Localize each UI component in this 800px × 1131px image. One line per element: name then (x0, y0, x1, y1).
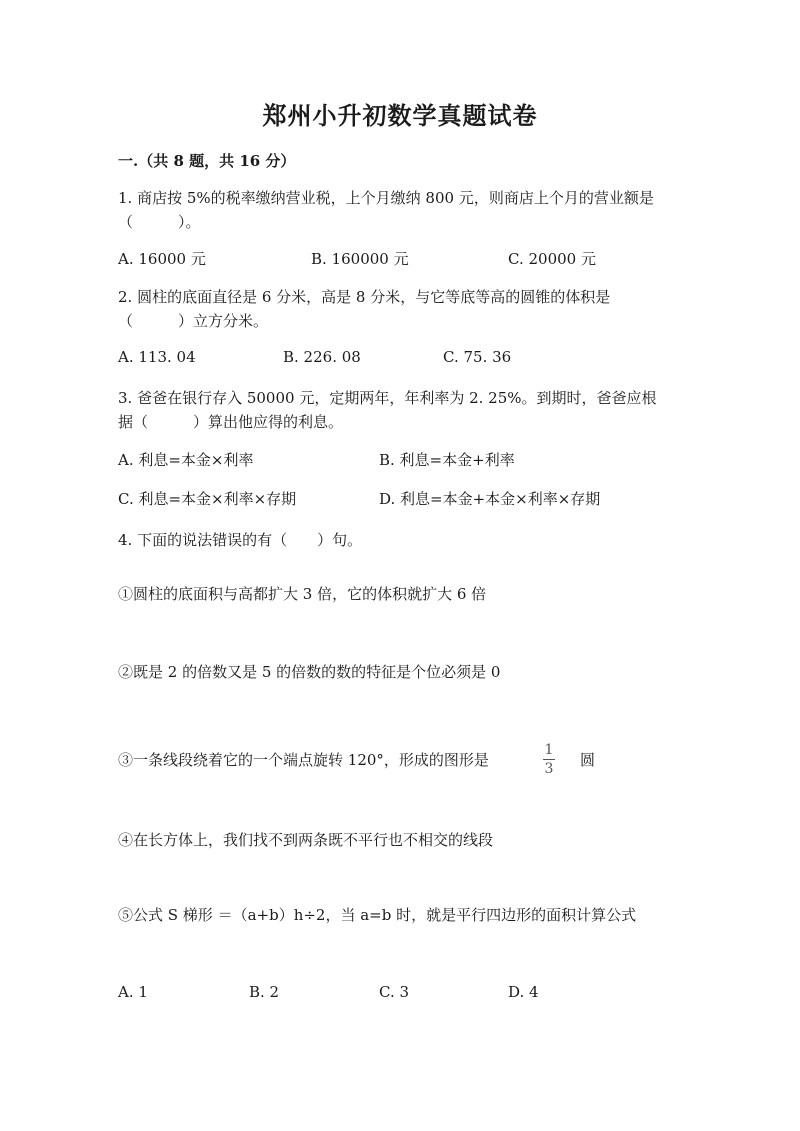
question-3-line-1: 3. 爸爸在银行存入 50000 元，定期两年，年利率为 2. 25%。到期时，爸爸应根 (118, 389, 657, 407)
question-1-line-2: （ ）。 (118, 213, 201, 231)
page-title: 郑州小升初数学真题试卷 (262, 101, 538, 130)
question-4-statement-1: ①圆柱的底面积与高都扩大 3 倍，它的体积就扩大 6 倍 (118, 585, 487, 603)
section-heading: 一.（共 8 题，共 16 分） (118, 152, 296, 170)
question-4-statement-3-suffix: 圆 (580, 751, 596, 769)
question-4-statement-3-text: ③一条线段绕着它的一个端点旋转 120°，形成的图形是 (118, 751, 489, 769)
question-4-statement-5: ⑤公式 S 梯形 ＝（a+b）h÷2，当 a=b 时，就是平行四边形的面积计算公式 (118, 906, 637, 924)
question-3-line-2: 据（ ）算出他应得的利息。 (118, 413, 344, 431)
question-1-option-b: B. 160000 元 (311, 250, 409, 268)
question-3-option-b: B. 利息=本金+利率 (379, 451, 515, 469)
question-2-option-a: A. 113. 04 (118, 348, 196, 366)
question-4-stem: 4. 下面的说法错误的有（ ）句。 (118, 531, 363, 549)
question-4-statement-2: ②既是 2 的倍数又是 5 的倍数的数的特征是个位必须是 0 (118, 663, 501, 681)
fraction-denominator: 3 (544, 761, 554, 777)
question-3-option-a: A. 利息=本金×利率 (118, 451, 254, 469)
fraction-bar (543, 759, 555, 760)
question-2-option-c: C. 75. 36 (443, 348, 512, 366)
question-2-line-2: （ ）立方分米。 (118, 312, 269, 330)
question-1-line-1: 1. 商店按 5%的税率缴纳营业税，上个月缴纳 800 元，则商店上个月的营业额是 (118, 189, 654, 207)
question-1-option-c: C. 20000 元 (508, 250, 596, 268)
fraction-one-third (543, 742, 555, 777)
question-2-option-b: B. 226. 08 (283, 348, 361, 366)
question-4-option-a: A. 1 (118, 983, 148, 1001)
fraction-numerator: 1 (544, 742, 554, 758)
question-3-option-c: C. 利息=本金×利率×存期 (118, 490, 297, 508)
question-4-option-b: B. 2 (249, 983, 280, 1001)
question-4-option-d: D. 4 (508, 983, 539, 1001)
question-2-line-1: 2. 圆柱的底面直径是 6 分米，高是 8 分米，与它等底等高的圆锥的体积是 (118, 288, 611, 306)
question-4-option-c: C. 3 (379, 983, 410, 1001)
question-3-option-d: D. 利息=本金+本金×利率×存期 (379, 490, 601, 508)
question-1-option-a: A. 16000 元 (118, 250, 206, 268)
question-4-statement-4: ④在长方体上，我们找不到两条既不平行也不相交的线段 (118, 831, 494, 849)
